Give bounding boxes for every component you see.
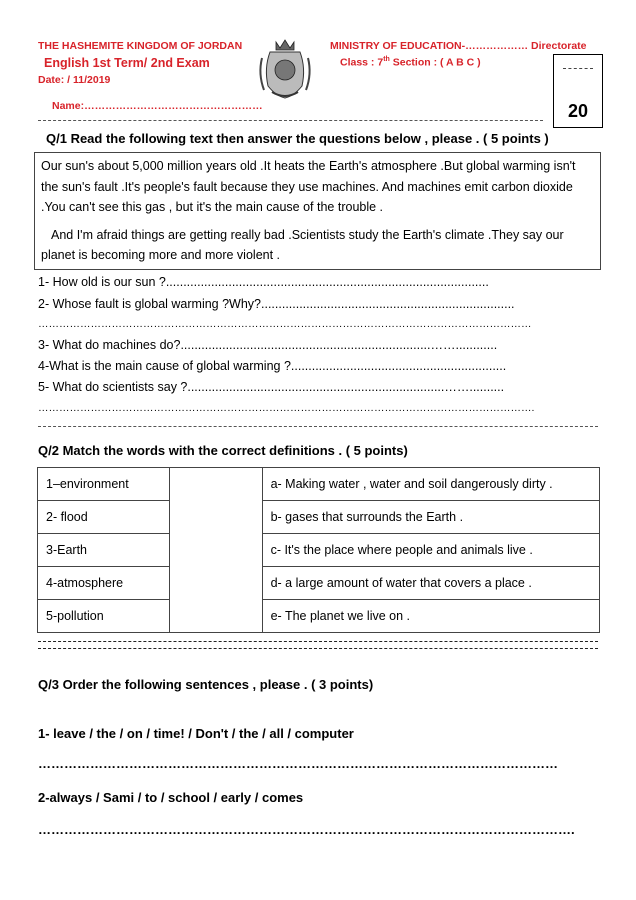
score-line bbox=[563, 68, 593, 69]
passage-paragraph-2: And I'm afraid things are getting really bad .Scientists study the Earth's climate .They say our planet is becoming more and more violent . bbox=[41, 227, 564, 262]
word-3: 3-Earth bbox=[38, 534, 170, 567]
passage-paragraph-1: Our sun's about 5,000 million years old .It heats the Earth's atmosphere .But global warming isn't the sun's fault .It's people's fault because they use machines. And machines emit carbon dioxide .You can't see this gas , but it's the main cause of the trouble . bbox=[41, 159, 576, 214]
table-row bbox=[38, 468, 600, 501]
q3-answer-line-2[interactable]: ……………………………………………………………………………………………………………. bbox=[38, 822, 575, 837]
q2-heading: Q/2 Match the words with the correct definitions . ( 5 points) bbox=[38, 443, 408, 458]
q1-question-4: 4-What is the main cause of global warming ?.............................................................. bbox=[38, 359, 507, 373]
section-label: Section : ( A B C ) bbox=[392, 56, 481, 69]
q2-divider-1 bbox=[38, 641, 598, 642]
q1-heading: Q/1 Read the following text then answer the questions below , please . ( 5 points ) bbox=[46, 131, 549, 146]
q3-answer-line-1[interactable]: ………………………………………………………………………………………………………… bbox=[38, 756, 558, 771]
reading-passage bbox=[34, 152, 601, 270]
class-info bbox=[340, 56, 481, 69]
word-1: 1–environment bbox=[38, 468, 170, 501]
word-5: 5-pollution bbox=[38, 600, 170, 633]
definition-d: d- a large amount of water that covers a place . bbox=[262, 567, 599, 600]
q1-question-3: 3- What do machines do?........................................................................……............ bbox=[38, 338, 498, 352]
word-4: 4-atmosphere bbox=[38, 567, 170, 600]
definition-b: b- gases that surrounds the Earth . bbox=[262, 501, 599, 534]
definition-c: c- It's the place where people and animals live . bbox=[262, 534, 599, 567]
kingdom-title: THE HASHEMITE KINGDOM OF JORDAN bbox=[38, 40, 243, 52]
answer-column[interactable] bbox=[170, 468, 262, 633]
date-field: Date: / 11/2019 bbox=[38, 74, 111, 86]
q1-answer-line-5: ……………………………………………………………………………………………………………………………. bbox=[38, 402, 535, 414]
q1-question-2: 2- Whose fault is global warming ?Why?......................................................................... bbox=[38, 297, 515, 311]
q3-sentence-2: 2-always / Sami / to / school / early / comes bbox=[38, 790, 304, 805]
score-total: 20 bbox=[567, 101, 589, 121]
table-row bbox=[38, 600, 600, 633]
q3-heading: Q/3 Order the following sentences , please . ( 3 points) bbox=[38, 677, 374, 692]
table-row bbox=[38, 567, 600, 600]
class-superscript: th bbox=[383, 56, 390, 63]
q2-divider-2 bbox=[38, 648, 598, 649]
name-field: Name:…………………………………………… bbox=[52, 100, 263, 112]
class-label: Class : 7 bbox=[340, 56, 384, 69]
ministry-title: MINISTRY OF EDUCATION-……………… Directorate bbox=[330, 40, 587, 52]
q1-question-5: 5- What do scientists say ?..........................................................................…….......... bbox=[38, 380, 505, 394]
definition-a: a- Making water , water and soil dangerously dirty . bbox=[262, 468, 599, 501]
q3-sentence-1: 1- leave / the / on / time! / Don't / the / all / computer bbox=[38, 726, 354, 741]
header-divider bbox=[38, 120, 543, 121]
exam-title: English 1st Term/ 2nd Exam bbox=[44, 56, 210, 70]
jordan-emblem-icon bbox=[256, 38, 314, 100]
table-row bbox=[38, 534, 600, 567]
table-row bbox=[38, 501, 600, 534]
definition-e: e- The planet we live on . bbox=[262, 600, 599, 633]
word-2: 2- flood bbox=[38, 501, 170, 534]
q1-answer-line-2: …………………………………………………………………………………………………………………………… bbox=[38, 318, 532, 330]
q1-question-1: 1- How old is our sun ?............................................................................................. bbox=[38, 275, 489, 289]
q1-divider bbox=[38, 426, 598, 427]
score-box bbox=[553, 54, 603, 128]
matching-table bbox=[37, 467, 600, 633]
